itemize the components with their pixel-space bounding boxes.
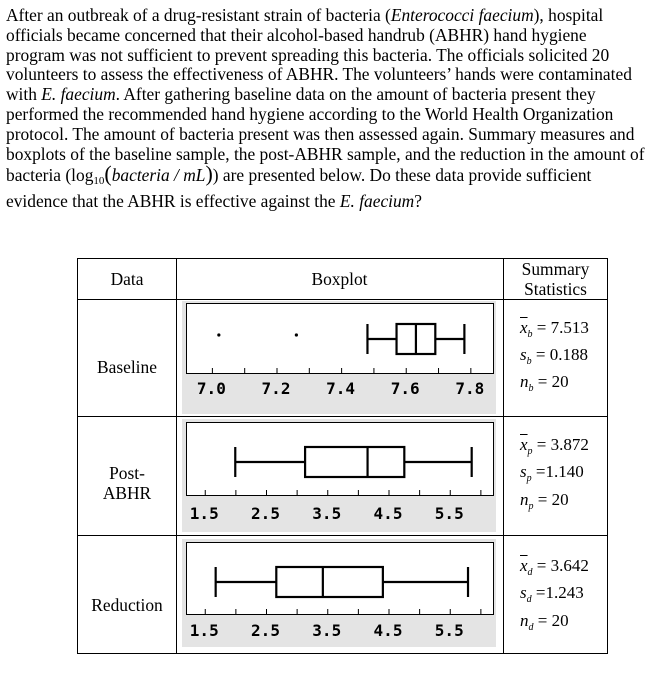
text-species-abbr: E. faecium: [41, 84, 116, 105]
text-species-abbr-2: E. faecium: [339, 191, 415, 212]
text-species: Enterococci faecium: [390, 5, 534, 25]
tick-label: 1.5: [189, 621, 219, 640]
row-label-reduction-text: Reduction: [91, 595, 163, 615]
header-summary-line1: Summary: [521, 259, 590, 279]
tick-label: 4.5: [373, 621, 403, 640]
boxplot-panel-baseline: [182, 301, 496, 414]
unit-text: bacteria / mL: [111, 165, 206, 186]
boxplot-panel-reduction: [182, 539, 496, 647]
boxplot-frame-post-abhr: [186, 422, 494, 496]
tick-label: 2.5: [251, 504, 280, 523]
tick-label: 1.5: [189, 504, 219, 523]
tick-label: 2.5: [251, 621, 280, 640]
col-divider-1: [176, 259, 177, 653]
log-base: 10: [93, 175, 105, 188]
col-divider-2: [503, 259, 504, 653]
log-text: log: [71, 165, 94, 186]
box-iqr: [276, 567, 383, 597]
header-data: Data: [110, 269, 144, 289]
header-boxplot: Boxplot: [311, 269, 368, 289]
boxplot-reduction: [187, 543, 493, 631]
problem-paragraph: [6, 6, 648, 212]
tick-label: 7.8: [455, 379, 485, 398]
stat-n-p: $n_p = 20$: [520, 490, 569, 512]
row-label-baseline-text: Baseline: [97, 357, 157, 377]
tick-label: 3.5: [312, 504, 342, 523]
stat-s-p: $s_p =1.140$: [520, 462, 584, 484]
tick-label: 7.2: [261, 379, 291, 398]
tick-label: 3.5: [312, 621, 342, 640]
tick-label: 5.5: [434, 621, 464, 640]
row-label-post-abhr: [78, 463, 176, 503]
stat-s-b: $s_b = 0.188$: [520, 345, 588, 367]
text-p3: ), hospital officials became concerned that their alcohol-based handrub (ABHR) hand hygiene program was not sufficient to prevent spreading this bacteria. The officials solicited 20 volunteers to assess the effectiveness of ABHR. The volunteers’ hands were contaminated with: [6, 5, 632, 105]
text-p6: ) are presented below. Do these data provide sufficient evidence that the ABHR is effective against the: [6, 165, 592, 212]
boxplot-frame-reduction: [186, 542, 494, 615]
header-summary-line2: Statistics: [524, 279, 587, 299]
boxplot-panel-post-abhr: [182, 419, 496, 532]
outlier-point: [295, 333, 298, 336]
row-divider-header: [78, 299, 607, 300]
row-label-reduction: [78, 595, 176, 615]
row-label-baseline: [78, 357, 176, 377]
stat-n-b: $n_b = 20$: [520, 372, 569, 394]
boxplot-frame-baseline: [186, 303, 494, 374]
tick-label: 7.4: [326, 379, 356, 398]
row-label-post-line2: ABHR: [102, 483, 152, 503]
boxplot-post-abhr: [187, 423, 493, 511]
tick-label: 7.0: [196, 379, 226, 398]
box-iqr: [305, 447, 404, 477]
stat-x-d: $\overline{x}_d = 3.642$: [520, 556, 589, 578]
tick-label: 7.6: [390, 379, 420, 398]
stat-x-p: $\overline{x}_p = 3.872$: [520, 435, 589, 457]
paren-open: (: [104, 161, 112, 187]
stat-s-d: $s_d =1.243$: [520, 583, 584, 605]
tick-label: 4.5: [373, 504, 403, 523]
stat-n-d: $n_d = 20$: [520, 611, 569, 633]
unit-formula: [71, 161, 213, 188]
paren-close: ): [205, 161, 213, 187]
text-p1: After an outbreak of a drug-resistant strain of bacteria (: [6, 5, 391, 25]
row-label-post-line1: Post-: [109, 463, 145, 483]
tick-label: 5.5: [434, 504, 464, 523]
text-p8: ?: [414, 191, 422, 212]
header-summary: [503, 259, 608, 299]
outlier-point: [217, 333, 220, 336]
stat-x-b: $\overline{x}_b = 7.513$: [520, 318, 589, 340]
row-divider-2: [78, 535, 607, 536]
text-p5: . After gathering baseline data on the amount of bacteria present they performed the recommended hand hygiene according to the World Health Organization protocol. The amount of bacteria present was then assessed again. Summary measures and boxplots of the baseline sample, the post-ABHR sample, and the reduction in the amount of bacteria (: [6, 84, 645, 186]
row-divider-1: [78, 416, 607, 417]
